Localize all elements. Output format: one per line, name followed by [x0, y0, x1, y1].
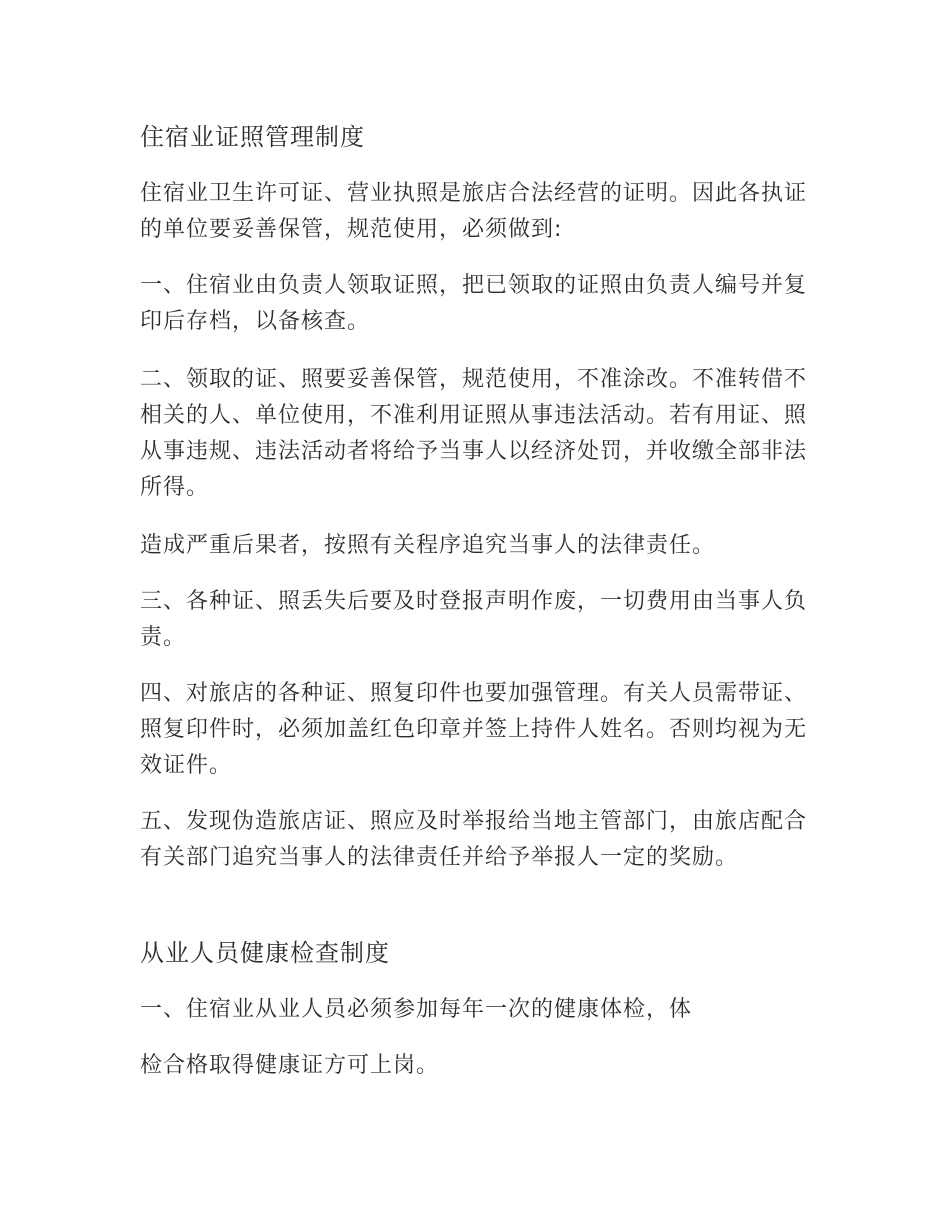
intro-paragraph: 住宿业卫生许可证、营业执照是旅店合法经营的证明。因此各执证的单位要妥善保管，规范使用，必须做到: — [140, 181, 808, 242]
section-title: 住宿业证照管理制度 — [140, 123, 365, 151]
clause-5: 五、发现伪造旅店证、照应及时举报给当地主管部门，由旅店配合有关部门追究当事人的法律责任并给予举报人一定的奖励。 — [140, 809, 808, 870]
clause-4: 四、对旅店的各种证、照复印件也要加强管理。有关人员需带证、照复印件时，必须加盖红色印章并签上持件人姓名。否则均视为无效证件。 — [140, 681, 808, 778]
clause-2-consequence: 造成严重后果者，按照有关程序追究当事人的法律责任。 — [140, 533, 716, 558]
health-clause-1-line-1: 一、住宿业从业人员必须参加每年一次的健康体检，体 — [140, 997, 693, 1022]
clause-1: 一、住宿业由负责人领取证照，把已领取的证照由负责人编号并复印后存档，以备核查。 — [140, 273, 808, 334]
clause-3: 三、各种证、照丢失后要及时登报声明作废，一切费用由当事人负责。 — [140, 589, 808, 650]
health-clause-1-line-2: 检合格取得健康证方可上岗。 — [140, 1053, 440, 1078]
clause-2: 二、领取的证、照要妥善保管，规范使用，不准涂改。不准转借不相关的人、单位使用，不准利用证照从事违法活动。若有用证、照从事违规、违法活动者将给予当事人以经济处罚，并收缴全部非法所得。 — [140, 367, 808, 500]
section-title-health: 从业人员健康检查制度 — [140, 939, 390, 967]
